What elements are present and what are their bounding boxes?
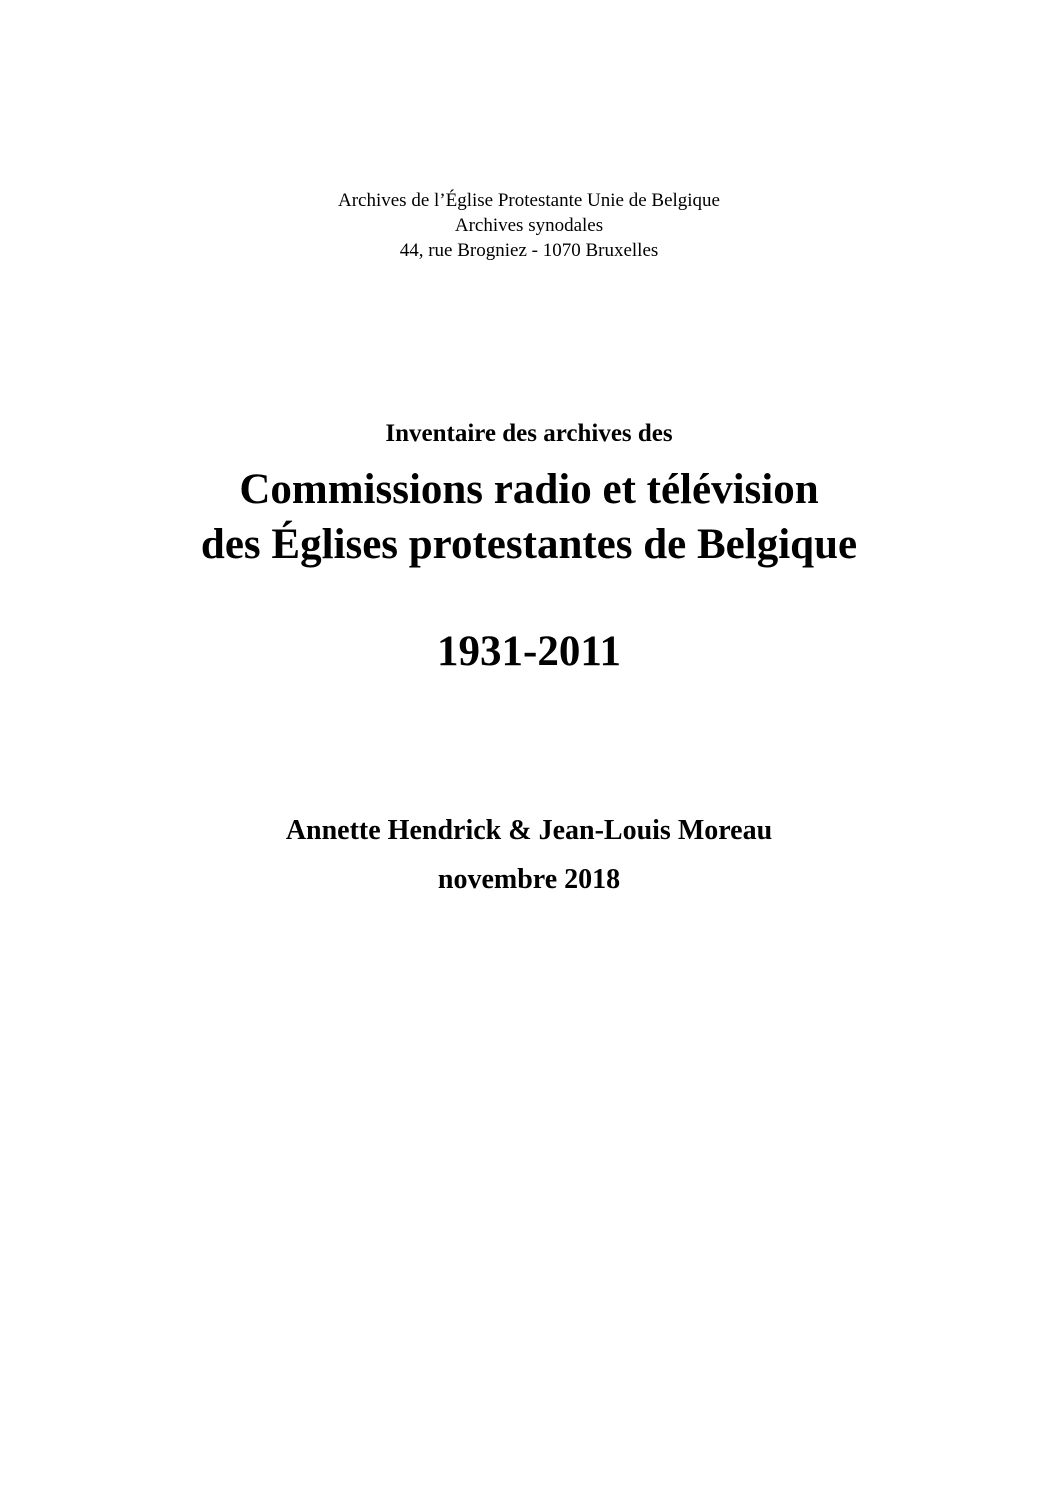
document-authors: Annette Hendrick & Jean-Louis Moreau xyxy=(285,815,773,846)
department-name: Archives synodales xyxy=(454,215,604,236)
document-title-line-1: Commissions radio et télévision xyxy=(239,466,819,513)
document-date-range: 1931-2011 xyxy=(437,628,621,675)
institution-name: Archives de l’Église Protestante Unie de Belgique xyxy=(337,190,720,211)
document-title-line-2: des Églises protestantes de Belgique xyxy=(200,521,858,568)
document-subtitle: Inventaire des archives des xyxy=(385,420,673,447)
institution-address: 44, rue Brogniez - 1070 Bruxelles xyxy=(399,240,659,261)
document-publication-date: novembre 2018 xyxy=(437,864,621,895)
